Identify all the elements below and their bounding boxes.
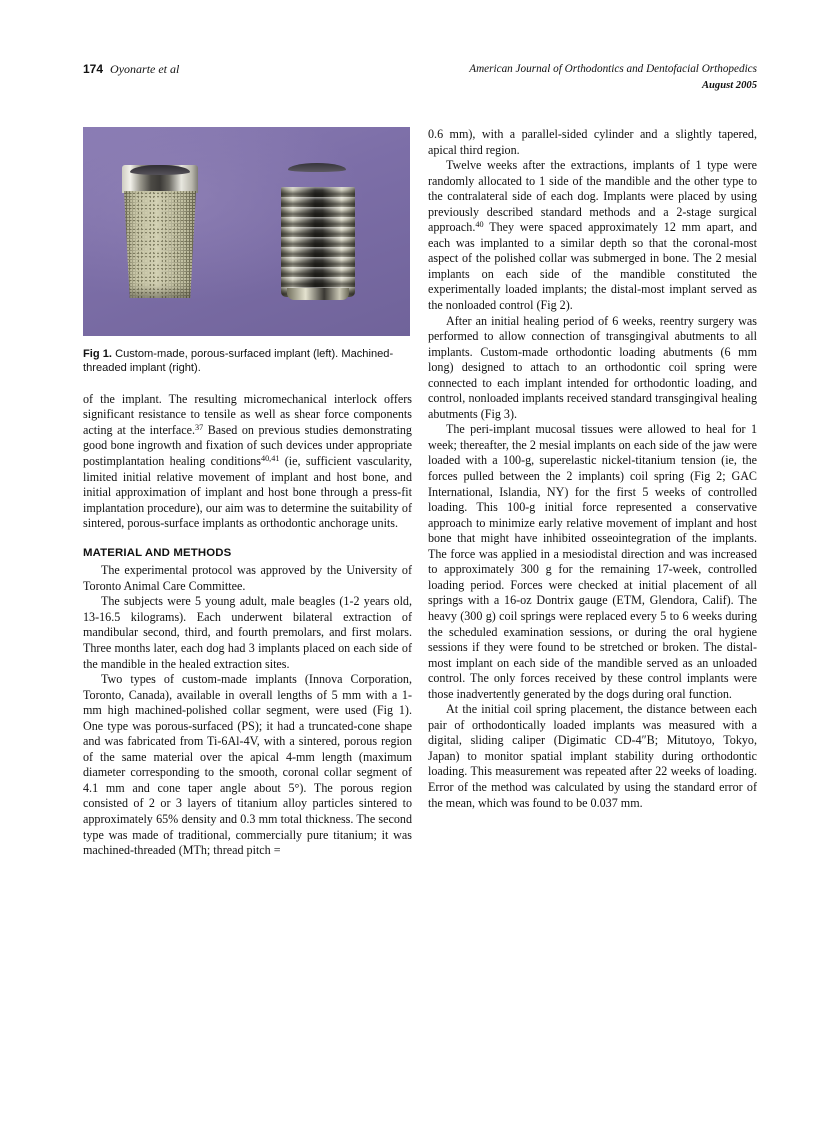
- running-head: [83, 62, 757, 93]
- issue-date: August 2005: [701, 79, 757, 91]
- right-paragraph-3: After an initial healing period of 6 weeks, reentry surgery was performed to allow connection of transgingival abutments to all implants. Custom-made orthodontic loading abutments (6 mm long) designed to attach to an orthodontic coil spring were connected to each implant intended for orthodontic loading, and control, nonloaded implants received standard transgingival healing abutments (Fig 3).: [428, 313, 757, 421]
- right-paragraph-2: [428, 158, 757, 313]
- para-text-cont-2: (ie, sufficient vascularity, limited initial relative movement of implant and host bone, and initial approximation of implant and host bone through a press-fit implantation procedure), our aim was to determine the suitability of sintered, porous-surface implants as orthodontic anchorage units.: [83, 454, 412, 531]
- mth-collar-top: [288, 163, 346, 172]
- paragraph-continuation: [83, 392, 412, 532]
- ps-porous-body: [124, 191, 196, 298]
- methods-paragraph-2: The subjects were 5 young adult, male beagles (1-2 years old, 13-16.5 kilograms). Each underwent bilateral extraction of mandibular second, third, and fourth premolars, and first molars. Three months later, each dog had 3 implants placed on each side of the mandible in the healed extraction sites.: [83, 594, 412, 671]
- running-head-right: [469, 62, 757, 93]
- right-paragraph-continuation: 0.6 mm), with a parallel-sided cylinder and a slightly tapered, apical third region.: [428, 127, 757, 157]
- methods-paragraph-1: The experimental protocol was approved by the University of Toronto Animal Care Committee.: [83, 563, 412, 593]
- para-text: of the implant. The resulting micromechanical interlock offers significant resistance to tensile as well as shear force components acting at the interface.: [83, 391, 412, 437]
- reference-marker-40-41: 40,41: [260, 454, 280, 463]
- running-head-authors: Oyonarte et al: [110, 62, 180, 76]
- page-number: 174: [83, 62, 104, 76]
- figure-1: [83, 127, 412, 376]
- machined-threaded-implant: [277, 163, 359, 297]
- right-para-text: Twelve weeks after the extractions, implants of 1 type were randomly allocated to 1 side of the mandible and the other type to the contralateral side of each dog. Implants were placed by using previously described standard methods and a 2-stage surgical approach.: [428, 158, 757, 235]
- para-text-cont: Based on previous studies demonstrating good bone ingrowth and fixation of such devices under appropriate postimplantation healing conditions: [83, 422, 412, 468]
- left-column: [83, 127, 412, 859]
- mth-apex: [287, 288, 349, 300]
- mth-threaded-body: [281, 187, 355, 297]
- right-paragraph-5: At the initial coil spring placement, the distance between each pair of orthodontically loaded implants was measured with a digital, sliding caliper (Digimatic CD-4″B; Mitutoyo, Tokyo, Japan) to monitor spatial implant stability during orthodontic loading. This measurement was repeated after 22 weeks of loading. Error of the method was calculated by using the standard error of the mean, which was found to be 0.037 mm.: [428, 702, 757, 810]
- journal-title: American Journal of Orthodontics and Dentofacial Orthopedics: [469, 63, 757, 75]
- figure-spacer: [83, 376, 412, 392]
- figure-1-photo: [83, 127, 410, 336]
- ps-collar-top: [130, 165, 190, 175]
- methods-paragraph-3: Two types of custom-made implants (Innova Corporation, Toronto, Canada), available in overall lengths of 5 mm with a 1-mm high machined-polished collar segment, were used (Fig 1). One type was porous-surfaced (PS); it had a truncated-cone shape and was fabricated from Ti-6Al-4V, with a sintered, porous region of the same material over the apical 4-mm length (maximum diameter corresponding to the smooth, coronal collar segment of 4.1 mm and cone taper angle about 5°). The porous region consisted of 2 or 3 layers of titanium alloy particles sintered to approximately 65% density and 0.3 mm total thickness. The second type was made of traditional, commercially pure titanium; it was machined-threaded (MTh; thread pitch =: [83, 672, 412, 858]
- running-head-left: [83, 62, 179, 78]
- section-heading-material-and-methods: MATERIAL AND METHODS: [83, 546, 232, 559]
- right-paragraph-4: The peri-implant mucosal tissues were allowed to heal for 1 week; thereafter, the 2 mesial implants on each side of the jaw were loaded with a 100-g, superelastic nickel-titanium tension (ie, the forces pulled between the 2 implants) coil spring (Fig 2; GAC International, Islandia, NY) for the first 5 weeks of controlled loading. This 100-g initial force represented a conservative approach to minimize early relative movement of implant and host bone that might have inhibited osseointegration of the implants. The force was applied in a mesiodistal direction and was increased to approximately 300 g for the remaining 17-week, controlled loading period. Forces were checked at initial placement of all springs with a 16-oz Dontrix gauge (ETM, Glendora, Calif). The heavy (300 g) coil springs were replaced every 5 to 6 weeks during the scheduled examination sessions, or during the oral hygiene sessions if they were found to be stretched or broken. The distal-most implant on each side of the mandible served as an unloaded control. The only forces received by these control implants were those inadvertently generated by the dogs during oral function.: [428, 422, 757, 701]
- right-para-text-cont: They were spaced approximately 12 mm apart, and each was implanted to a similar depth so that the coronal-most aspect of the polished collar was submerged in bone. The 2 mesial implants on each side of the mandible constituted the experimentally loaded implants; the distal-most implant served as the nonloaded control (Fig 2).: [428, 220, 758, 313]
- reference-marker-37: 37: [195, 422, 204, 432]
- figure-1-label: Fig 1.: [83, 348, 112, 360]
- right-column: [428, 127, 757, 811]
- porous-surfaced-implant: [120, 165, 200, 298]
- figure-1-caption: [83, 347, 410, 376]
- reference-marker-40: 40: [475, 220, 484, 230]
- figure-1-caption-text: Custom-made, porous-surfaced implant (left). Machined-threaded implant (right).: [83, 348, 394, 375]
